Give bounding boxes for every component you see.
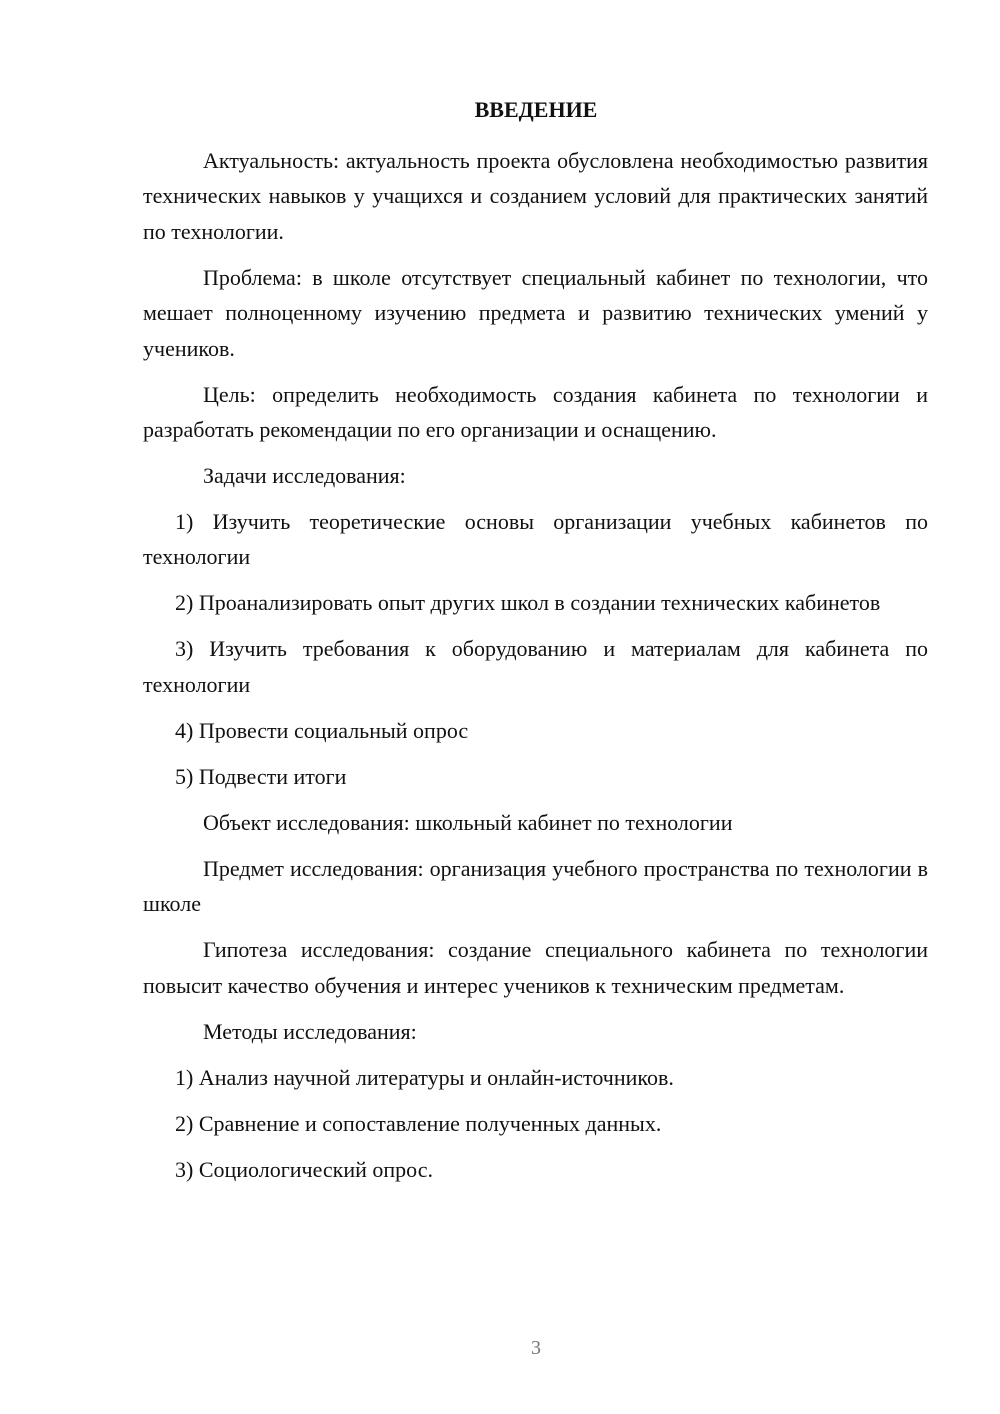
method-item-2: 2) Сравнение и сопоставление полученных данных.	[175, 1110, 662, 1136]
tasks-heading: Задачи исследования:	[203, 463, 406, 489]
methods-heading: Методы исследования:	[203, 1018, 417, 1044]
task-item-1: 1) Изучить теоретические основы организации учебных кабинетов по технологии	[143, 509, 928, 570]
task-item-3: 3) Изучить требования к оборудованию и материалам для кабинета по технологии	[143, 636, 928, 697]
section-title: ВВЕДЕНИЕ	[474, 97, 598, 122]
hypothesis-paragraph: Гипотеза исследования: создание специального кабинета по технологии повысит качество обучения и интерес учеников к техническим предметам.	[143, 937, 928, 998]
task-item-2: 2) Проанализировать опыт других школ в создании технических кабинетов	[175, 590, 881, 616]
goal-paragraph: Цель: определить необходимость создания кабинета по технологии и разработать рекомендации по его организации и оснащению.	[143, 381, 928, 443]
task-item-5: 5) Подвести итоги	[175, 763, 347, 789]
method-item-3: 3) Социологический опрос.	[175, 1156, 433, 1182]
relevance-paragraph: Актуальность: актуальность проекта обусловлена необходимостью развития технических навыков у учащихся и созданием условий для практических занятий по технологии.	[143, 148, 928, 244]
task-item-4: 4) Провести социальный опрос	[175, 717, 469, 743]
object-paragraph: Объект исследования: школьный кабинет по технологии	[203, 809, 733, 835]
subject-paragraph: Предмет исследования: организация учебного пространства по технологии в школе	[143, 855, 928, 917]
body-text	[143, 143, 928, 1198]
problem-paragraph: Проблема: в школе отсутствует специальный кабинет по технологии, что мешает полноценному изучению предмета и развитию технических умений у учеников.	[143, 264, 928, 361]
page-number: 3	[531, 1337, 541, 1359]
method-item-1: 1) Анализ научной литературы и онлайн-источников.	[175, 1064, 674, 1090]
